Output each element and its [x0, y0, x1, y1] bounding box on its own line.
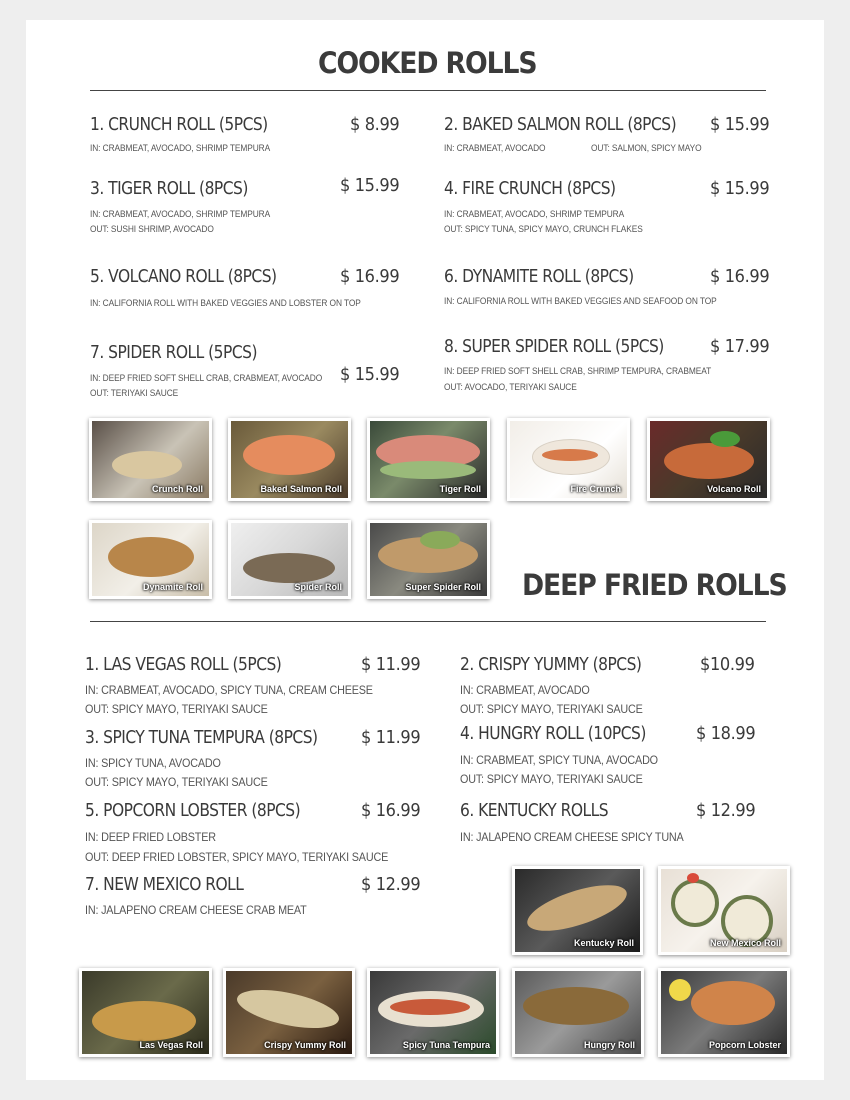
menu-item-desc: IN: CRABMEAT, AVOCADO, SPICY TUNA, CREAM CHEESE	[85, 683, 373, 697]
menu-item-price: $10.99	[700, 654, 755, 675]
photo-dynamite-roll	[89, 520, 212, 599]
menu-item-price: $ 15.99	[710, 178, 770, 199]
photo-baked-salmon-roll	[228, 418, 351, 501]
menu-item-desc: OUT: SALMON, SPICY MAYO	[591, 143, 702, 154]
photo-kentucky-roll	[512, 866, 643, 955]
photo-caption: Kentucky Roll	[573, 938, 634, 948]
photo-caption: Crispy Yummy Roll	[264, 1040, 346, 1050]
menu-item-price: $ 17.99	[710, 336, 770, 357]
menu-item-desc: IN: DEEP FRIED SOFT SHELL CRAB, SHRIMP TEMPURA, CRABMEAT	[444, 366, 712, 377]
photo-caption: Tiger Roll	[439, 484, 481, 494]
menu-item-price: $ 11.99	[361, 727, 421, 748]
cooked-rolls-title: COOKED ROLLS	[318, 46, 537, 80]
menu-item-desc: OUT: SPICY MAYO, TERIYAKI SAUCE	[85, 702, 268, 716]
menu-item-desc: IN: CALIFORNIA ROLL WITH BAKED VEGGIES AND LOBSTER ON TOP	[90, 298, 361, 309]
photo-crunch-roll	[89, 418, 212, 501]
menu-item-name: 3. SPICY TUNA TEMPURA (8PCS)	[85, 727, 318, 748]
photo-caption: Volcano Roll	[707, 484, 761, 494]
photo-volcano-roll	[647, 418, 770, 501]
menu-item-desc: IN: CRABMEAT, AVOCADO, SHRIMP TEMPURA	[90, 209, 271, 220]
menu-item-name: 6. DYNAMITE ROLL (8PCS)	[444, 266, 634, 287]
menu-item-desc: IN: SPICY TUNA, AVOCADO	[85, 756, 221, 770]
menu-item-price: $ 15.99	[710, 114, 770, 135]
menu-item-name: 5. POPCORN LOBSTER (8PCS)	[85, 800, 301, 821]
menu-item-name: 7. NEW MEXICO ROLL	[85, 874, 244, 895]
photo-caption: Hungry Roll	[584, 1040, 635, 1050]
menu-item-name: 3. TIGER ROLL (8PCS)	[90, 178, 248, 199]
menu-item-desc: OUT: SPICY MAYO, TERIYAKI SAUCE	[85, 775, 268, 789]
photo-caption: Fire Crunch	[570, 484, 621, 494]
menu-item-name: 8. SUPER SPIDER ROLL (5PCS)	[444, 336, 664, 357]
menu-item-price: $ 15.99	[340, 364, 400, 385]
menu-item-price: $ 15.99	[340, 175, 400, 196]
menu-item-desc: IN: CRABMEAT, AVOCADO, SHRIMP TEMPURA	[90, 143, 271, 154]
menu-item-name: 4. FIRE CRUNCH (8PCS)	[444, 178, 616, 199]
menu-item-name: 2. CRISPY YUMMY (8PCS)	[460, 654, 642, 675]
menu-item-desc: OUT: SPICY TUNA, SPICY MAYO, CRUNCH FLAKES	[444, 224, 643, 235]
photo-caption: Crunch Roll	[152, 484, 203, 494]
menu-item-desc: IN: CRABMEAT, AVOCADO, SHRIMP TEMPURA	[444, 209, 625, 220]
photo-caption: New Mexico Roll	[709, 938, 781, 948]
photo-caption: Las Vegas Roll	[139, 1040, 203, 1050]
menu-item-price: $ 12.99	[361, 874, 421, 895]
menu-item-price: $ 16.99	[340, 266, 400, 287]
menu-item-price: $ 11.99	[361, 654, 421, 675]
menu-item-desc: OUT: TERIYAKI SAUCE	[90, 388, 179, 399]
menu-item-name: 5. VOLCANO ROLL (8PCS)	[90, 266, 277, 287]
photo-crispy-yummy-roll	[223, 968, 355, 1057]
menu-item-desc: IN: CRABMEAT, AVOCADO	[444, 143, 546, 154]
menu-item-desc: OUT: AVOCADO, TERIYAKI SAUCE	[444, 382, 577, 393]
photo-spicy-tuna-tempura	[367, 968, 499, 1057]
deep-fried-rolls-title: DEEP FRIED ROLLS	[522, 568, 787, 602]
menu-item-name: 1. CRUNCH ROLL (5PCS)	[90, 114, 268, 135]
photo-caption: Spicy Tuna Tempura	[402, 1040, 490, 1050]
menu-item-desc: OUT: DEEP FRIED LOBSTER, SPICY MAYO, TERIYAKI SAUCE	[85, 850, 389, 864]
menu-item-name: 4. HUNGRY ROLL (10PCS)	[460, 723, 646, 744]
menu-item-price: $ 16.99	[710, 266, 770, 287]
menu-item-desc: IN: CRABMEAT, AVOCADO	[460, 683, 590, 697]
deep-fried-rolls-divider	[90, 621, 766, 622]
menu-item-desc: IN: JALAPENO CREAM CHEESE SPICY TUNA	[460, 830, 684, 844]
photo-caption: Dynamite Roll	[142, 582, 203, 592]
menu-item-price: $ 16.99	[361, 800, 421, 821]
photo-hungry-roll	[512, 968, 644, 1057]
photo-caption: Spider Roll	[294, 582, 342, 592]
menu-item-desc: IN: DEEP FRIED SOFT SHELL CRAB, CRABMEAT, AVOCADO	[90, 373, 323, 384]
menu-item-price: $ 8.99	[350, 114, 400, 135]
menu-item-desc: IN: DEEP FRIED LOBSTER	[85, 830, 216, 844]
menu-item-desc: OUT: SPICY MAYO, TERIYAKI SAUCE	[460, 702, 643, 716]
menu-item-price: $ 18.99	[696, 723, 756, 744]
photo-super-spider-roll	[367, 520, 490, 599]
menu-item-name: 6. KENTUCKY ROLLS	[460, 800, 609, 821]
menu-item-desc: OUT: SUSHI SHRIMP, AVOCADO	[90, 224, 214, 235]
photo-new-mexico-roll	[658, 866, 790, 955]
photo-caption: Baked Salmon Roll	[260, 484, 342, 494]
photo-fire-crunch	[507, 418, 630, 501]
menu-item-desc: IN: CALIFORNIA ROLL WITH BAKED VEGGIES AND SEAFOOD ON TOP	[444, 296, 717, 307]
menu-item-desc: IN: CRABMEAT, SPICY TUNA, AVOCADO	[460, 753, 658, 767]
menu-item-name: 7. SPIDER ROLL (5PCS)	[90, 342, 257, 363]
menu-item-name: 2. BAKED SALMON ROLL (8PCS)	[444, 114, 677, 135]
menu-item-name: 1. LAS VEGAS ROLL (5PCS)	[85, 654, 282, 675]
cooked-rolls-divider	[90, 90, 766, 91]
menu-item-price: $ 12.99	[696, 800, 756, 821]
menu-item-desc: IN: JALAPENO CREAM CHEESE CRAB MEAT	[85, 903, 307, 917]
photo-spider-roll	[228, 520, 351, 599]
photo-popcorn-lobster	[658, 968, 790, 1057]
menu-item-desc: OUT: SPICY MAYO, TERIYAKI SAUCE	[460, 772, 643, 786]
photo-las-vegas-roll	[79, 968, 212, 1057]
photo-caption: Super Spider Roll	[405, 582, 481, 592]
photo-caption: Popcorn Lobster	[708, 1040, 781, 1050]
photo-tiger-roll	[367, 418, 490, 501]
